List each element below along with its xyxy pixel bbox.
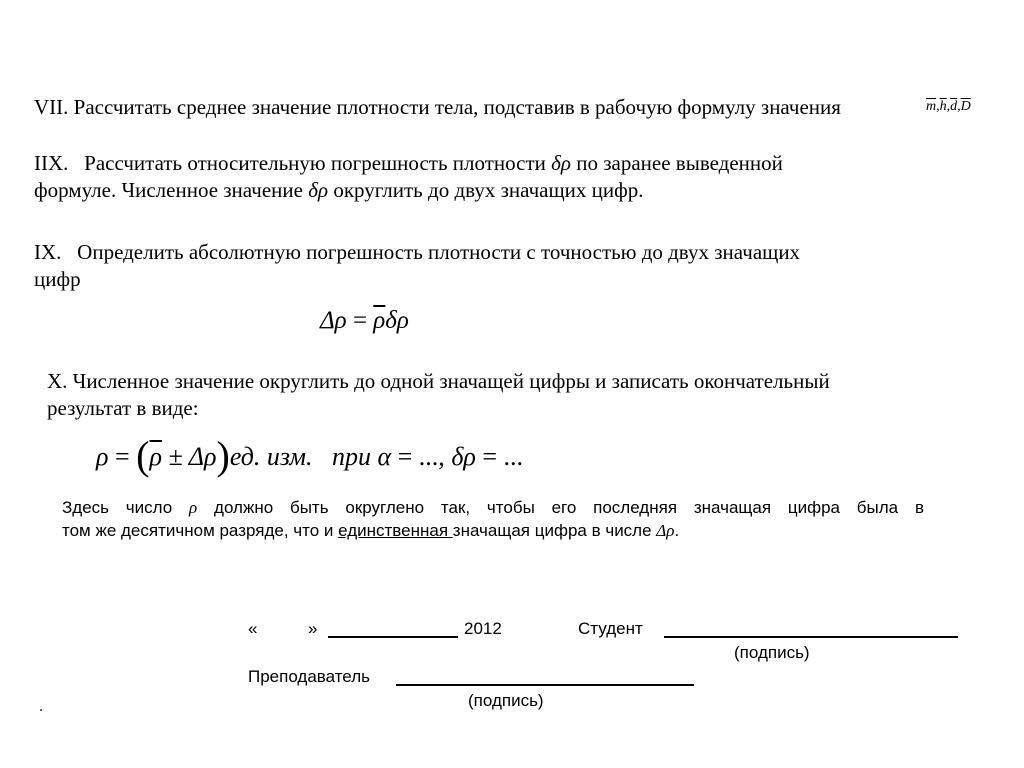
formula2-eq3: = ...: [482, 442, 524, 471]
date-month-blank: [328, 621, 458, 643]
var-m-bar: $\overline{m}$: [926, 99, 937, 114]
note-underlined-word: единственная: [338, 521, 453, 540]
step-7: [34, 95, 841, 119]
delta-rho-symbol-2: δρ: [308, 178, 329, 202]
step-8-line-2: [34, 178, 643, 202]
teacher-sign-hint: (подпись): [468, 691, 544, 710]
note-text-end: .: [674, 521, 680, 540]
delta-rho-symbol: δρ: [551, 151, 571, 175]
note-text-d: значащая цифра в числе: [452, 521, 657, 540]
formula2-pm-delta: ± Δρ: [168, 442, 217, 471]
note-text-a: Здесь число: [62, 498, 190, 517]
note-text-b: должно быть округлено так, чтобы его последняя значащая цифра была в: [197, 498, 924, 517]
student-signature-blank: [664, 621, 958, 643]
formula2-rho-bar: $\overline{\rho}$: [149, 442, 162, 471]
formula1-delta-rho: δρ: [385, 307, 409, 334]
note-line-1: [62, 497, 924, 519]
date-quote-close: »: [308, 619, 318, 638]
student-sign-hint: (подпись): [734, 643, 810, 662]
formula2-alpha: α: [377, 442, 392, 471]
step-8-text-b: по заранее выведенной: [570, 151, 783, 175]
student-signature-line: [664, 621, 958, 638]
step-7-text: VII. Рассчитать среднее значение плотности тела, подставив в рабочую формулу значения: [34, 95, 841, 119]
formula-absolute-error: [320, 306, 409, 336]
step-9-line-2: цифр: [34, 267, 81, 291]
note-line-2: [62, 520, 679, 542]
step-10-line-2: результат в виде:: [47, 396, 199, 420]
formula2-units: ед. изм.: [229, 442, 313, 471]
formula1-lhs: Δρ: [320, 307, 347, 334]
step-8-text-a: IIX. Рассчитать относительную погрешность плотности: [34, 151, 552, 175]
formula2-rho: ρ: [96, 442, 109, 471]
formula1-eq: =: [352, 307, 368, 334]
formula2-eq: =: [114, 442, 130, 471]
var-D-bar: $\overline{D}$: [960, 99, 971, 114]
teacher-signature-blank: [396, 669, 694, 691]
formula1-rho-bar: $\overline{\rho}$: [373, 307, 386, 334]
var-d-bar: $\overline{d}$: [950, 99, 958, 114]
stray-dot: [40, 709, 42, 711]
date-month-line: [328, 621, 458, 638]
teacher-signature-line: [396, 669, 694, 686]
formula2-close-paren: ): [216, 433, 230, 478]
step-7-vars: $\overline{m},\overline{h},\overline{d},\overline{D}$: [926, 99, 971, 114]
note-text-c: том же десятичном разряде, что и: [62, 521, 339, 540]
var-h-bar: $\overline{h}$: [939, 99, 947, 114]
note-rho: ρ: [189, 498, 198, 517]
formula2-eq2: = ...,: [397, 442, 445, 471]
formula2-delta-rho: δρ: [451, 442, 476, 471]
date-quote-open: «: [248, 619, 258, 638]
teacher-label: Преподаватель: [248, 667, 370, 686]
step-10-line-1: X. Численное значение округлить до одной значащей цифры и записать окончательный: [47, 369, 830, 393]
formula2-at: при: [331, 442, 371, 471]
formula2-open-paren: (: [136, 433, 150, 478]
student-label: Студент: [578, 619, 643, 638]
step-8-text-d: округлить до двух значащих цифр.: [328, 178, 644, 202]
formula-final-result: [96, 434, 523, 479]
step-8-line-1: [34, 151, 783, 175]
step-8-text-c: формуле. Численное значение: [34, 178, 309, 202]
note-delta-rho: Δρ: [656, 521, 675, 540]
step-9-line-1: IX. Определить абсолютную погрешность плотности с точностью до двух значащих: [34, 240, 801, 264]
date-year: 2012: [464, 619, 502, 638]
